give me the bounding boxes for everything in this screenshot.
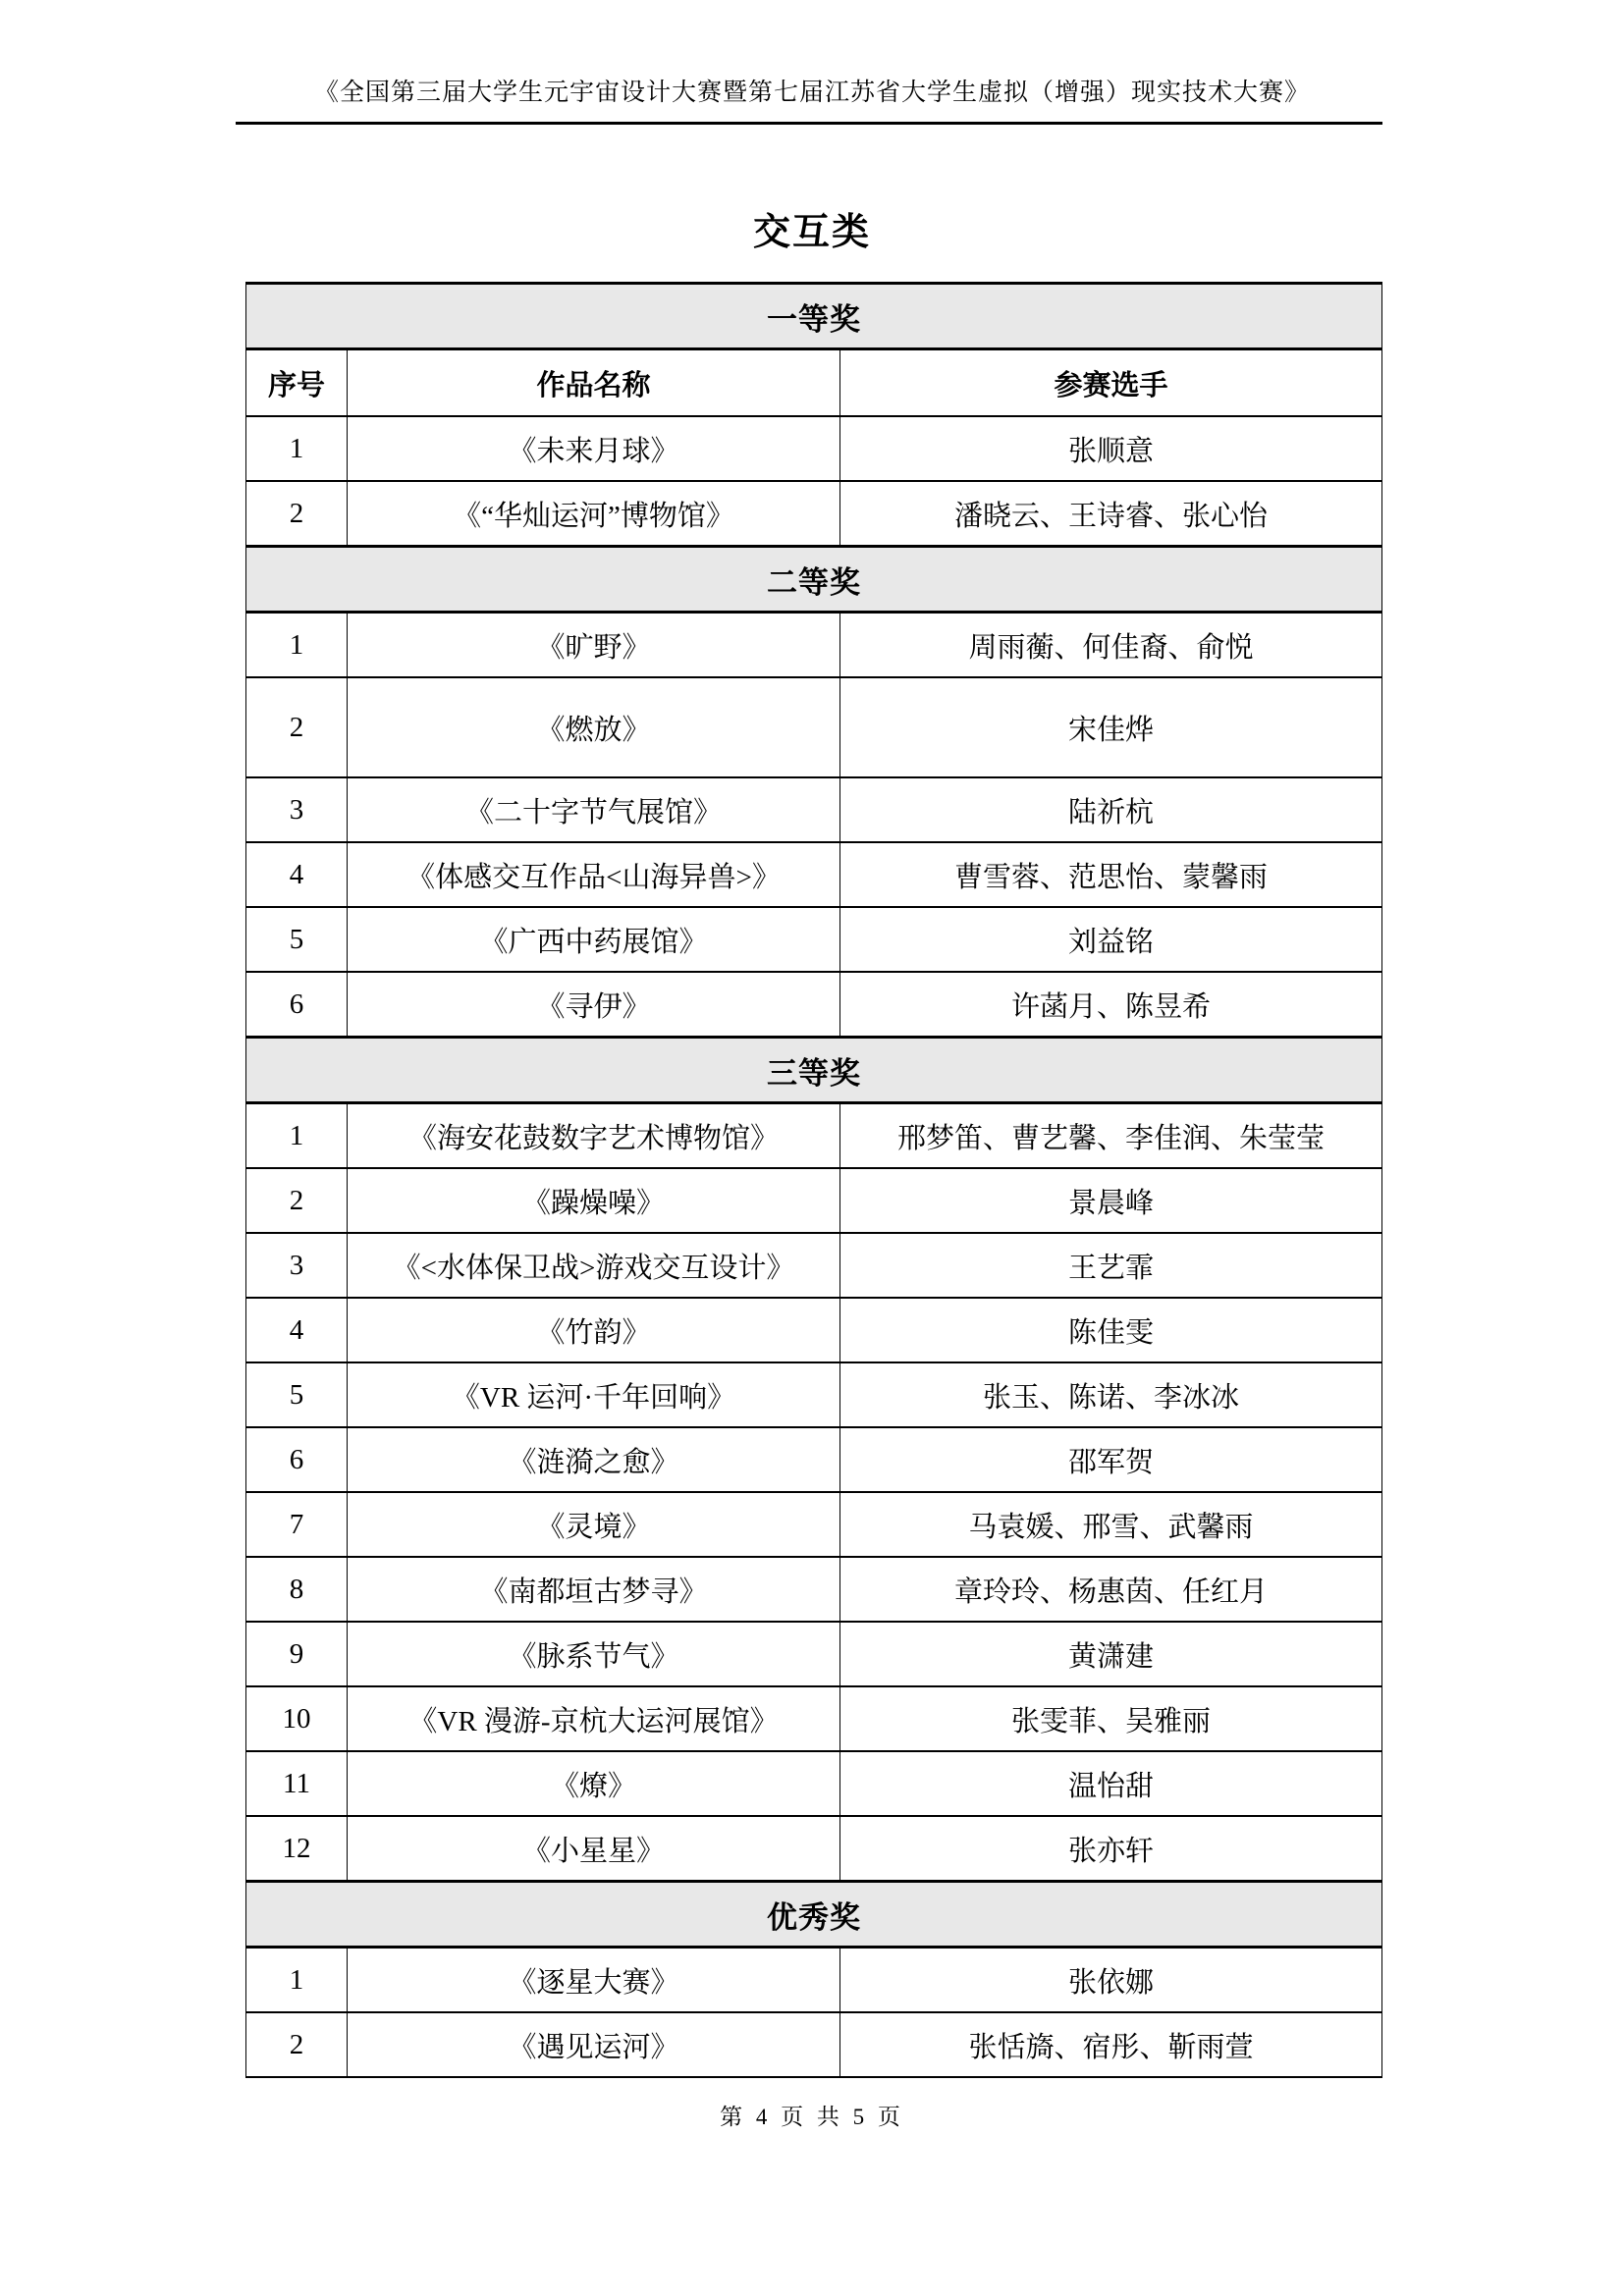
- table-row: [246, 416, 1382, 481]
- table-row: [246, 1103, 1382, 1169]
- members-cell: 宋佳烨: [840, 677, 1382, 777]
- table-row: [246, 842, 1382, 907]
- table-row: [246, 1298, 1382, 1362]
- work-title-cell: 《涟漪之愈》: [348, 1427, 840, 1492]
- members-cell: 王艺霏: [840, 1233, 1382, 1298]
- row-number-cell: 11: [246, 1751, 348, 1816]
- award-section-row: [246, 1038, 1382, 1103]
- table-row: [246, 481, 1382, 547]
- awards-table: [245, 282, 1382, 2078]
- members-cell: 潘晓云、王诗睿、张心怡: [840, 481, 1382, 547]
- work-title-cell: 《遇见运河》: [348, 2012, 840, 2077]
- members-cell: 张顺意: [840, 416, 1382, 481]
- document-header-title: 《全国第三届大学生元宇宙设计大赛暨第七届江苏省大学生虚拟（增强）现实技术大赛》: [313, 80, 1310, 106]
- award-section-label: 一等奖: [246, 284, 1382, 349]
- work-title-cell: 《体感交互作品<山海异兽>》: [348, 842, 840, 907]
- work-title-cell: 《VR 漫游-京杭大运河展馆》: [348, 1686, 840, 1751]
- members-cell: 马袁媛、邢雪、武馨雨: [840, 1492, 1382, 1557]
- work-title-cell: 《燃放》: [348, 677, 840, 777]
- members-cell: 周雨蘅、何佳裔、俞悦: [840, 613, 1382, 678]
- members-cell: 张亦轩: [840, 1816, 1382, 1882]
- members-cell: 章玲玲、杨惠茵、任红月: [840, 1557, 1382, 1622]
- table-row: [246, 1751, 1382, 1816]
- work-title-cell: 《竹韵》: [348, 1298, 840, 1362]
- award-section-label: 优秀奖: [246, 1882, 1382, 1948]
- page-number-footer: 第 4 页 共 5 页: [720, 2105, 904, 2129]
- members-cell: 陈佳雯: [840, 1298, 1382, 1362]
- table-row: [246, 1686, 1382, 1751]
- table-row: [246, 1492, 1382, 1557]
- header-divider: [236, 122, 1382, 125]
- table-row: [246, 613, 1382, 678]
- column-header-no: 序号: [246, 349, 348, 417]
- table-row: [246, 2012, 1382, 2077]
- award-section-label: 二等奖: [246, 547, 1382, 613]
- row-number-cell: 4: [246, 1298, 348, 1362]
- row-number-cell: 2: [246, 677, 348, 777]
- work-title-cell: 《寻伊》: [348, 972, 840, 1038]
- members-cell: 张雯菲、吴雅丽: [840, 1686, 1382, 1751]
- members-cell: 邵军贺: [840, 1427, 1382, 1492]
- column-header-members: 参赛选手: [840, 349, 1382, 417]
- award-section-row: [246, 284, 1382, 349]
- row-number-cell: 3: [246, 777, 348, 842]
- column-header-work: 作品名称: [348, 349, 840, 417]
- row-number-cell: 6: [246, 1427, 348, 1492]
- row-number-cell: 2: [246, 2012, 348, 2077]
- work-title-cell: 《灵境》: [348, 1492, 840, 1557]
- work-title-cell: 《<水体保卫战>游戏交互设计》: [348, 1233, 840, 1298]
- table-row: [246, 1168, 1382, 1233]
- row-number-cell: 1: [246, 1948, 348, 2013]
- row-number-cell: 10: [246, 1686, 348, 1751]
- table-row: [246, 677, 1382, 777]
- work-title-cell: 《VR 运河·千年回响》: [348, 1362, 840, 1427]
- table-row: [246, 907, 1382, 972]
- row-number-cell: 2: [246, 1168, 348, 1233]
- members-cell: 张玉、陈诺、李冰冰: [840, 1362, 1382, 1427]
- row-number-cell: 1: [246, 416, 348, 481]
- work-title-cell: 《“华灿运河”博物馆》: [348, 481, 840, 547]
- column-header-row: [246, 349, 1382, 417]
- table-row: [246, 1816, 1382, 1882]
- members-cell: 刘益铭: [840, 907, 1382, 972]
- row-number-cell: 1: [246, 1103, 348, 1169]
- members-cell: 景晨峰: [840, 1168, 1382, 1233]
- table-row: [246, 972, 1382, 1038]
- row-number-cell: 6: [246, 972, 348, 1038]
- members-cell: 邢梦笛、曹艺馨、李佳润、朱莹莹: [840, 1103, 1382, 1169]
- table-row: [246, 1233, 1382, 1298]
- award-section-row: [246, 1882, 1382, 1948]
- row-number-cell: 7: [246, 1492, 348, 1557]
- table-row: [246, 777, 1382, 842]
- row-number-cell: 8: [246, 1557, 348, 1622]
- table-row: [246, 1427, 1382, 1492]
- members-cell: 黄潇建: [840, 1622, 1382, 1686]
- row-number-cell: 1: [246, 613, 348, 678]
- row-number-cell: 5: [246, 907, 348, 972]
- row-number-cell: 5: [246, 1362, 348, 1427]
- award-section-row: [246, 547, 1382, 613]
- table-row: [246, 1622, 1382, 1686]
- work-title-cell: 《躁燥噪》: [348, 1168, 840, 1233]
- row-number-cell: 2: [246, 481, 348, 547]
- row-number-cell: 3: [246, 1233, 348, 1298]
- work-title-cell: 《二十字节气展馆》: [348, 777, 840, 842]
- work-title-cell: 《小星星》: [348, 1816, 840, 1882]
- award-section-label: 三等奖: [246, 1038, 1382, 1103]
- work-title-cell: 《脉系节气》: [348, 1622, 840, 1686]
- members-cell: 温怡甜: [840, 1751, 1382, 1816]
- table-row: [246, 1557, 1382, 1622]
- work-title-cell: 《逐星大赛》: [348, 1948, 840, 2013]
- table-row: [246, 1948, 1382, 2013]
- members-cell: 陆祈杭: [840, 777, 1382, 842]
- work-title-cell: 《燎》: [348, 1751, 840, 1816]
- row-number-cell: 12: [246, 1816, 348, 1882]
- category-title: 交互类: [752, 212, 871, 253]
- table-row: [246, 1362, 1382, 1427]
- work-title-cell: 《南都垣古梦寻》: [348, 1557, 840, 1622]
- row-number-cell: 9: [246, 1622, 348, 1686]
- members-cell: 张恬旖、宿彤、靳雨萱: [840, 2012, 1382, 2077]
- members-cell: 曹雪蓉、范思怡、蒙馨雨: [840, 842, 1382, 907]
- row-number-cell: 4: [246, 842, 348, 907]
- work-title-cell: 《旷野》: [348, 613, 840, 678]
- work-title-cell: 《广西中药展馆》: [348, 907, 840, 972]
- work-title-cell: 《海安花鼓数字艺术博物馆》: [348, 1103, 840, 1169]
- work-title-cell: 《未来月球》: [348, 416, 840, 481]
- members-cell: 许菡月、陈昱希: [840, 972, 1382, 1038]
- members-cell: 张依娜: [840, 1948, 1382, 2013]
